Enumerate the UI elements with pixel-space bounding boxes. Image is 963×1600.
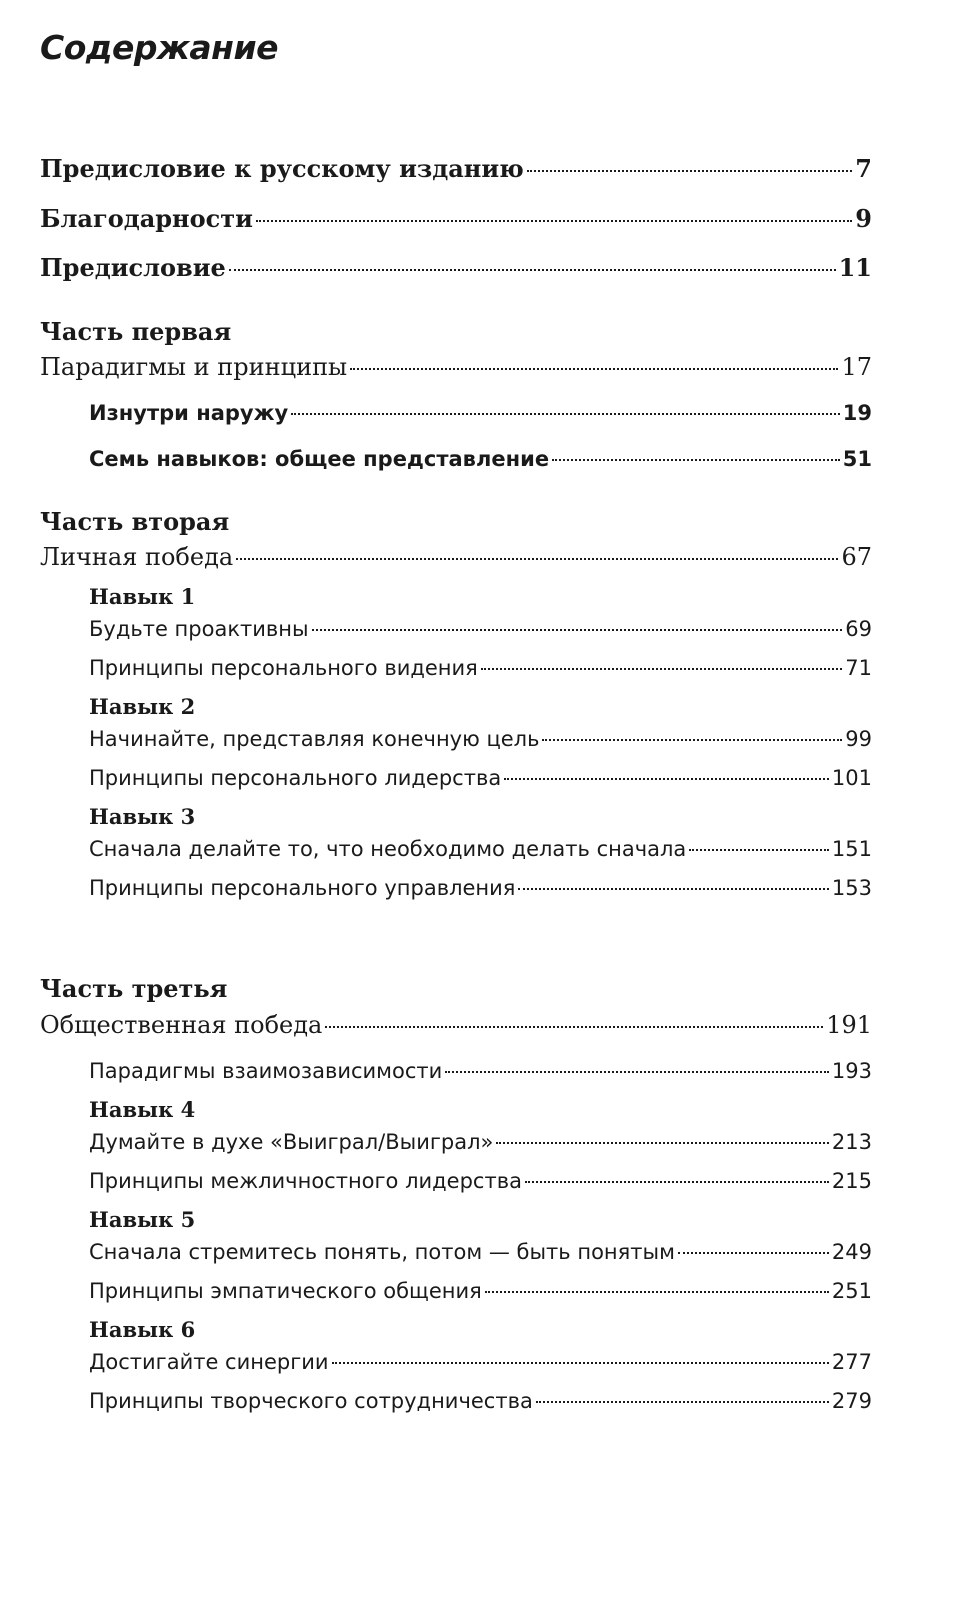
part-heading: Часть вторая — [40, 507, 230, 536]
toc-entry-page: 71 — [845, 656, 872, 680]
toc-entry[interactable] — [89, 396, 872, 430]
dot-leader — [552, 459, 840, 461]
toc-entry-label: Достигайте синергии — [89, 1350, 329, 1374]
toc-entry[interactable] — [89, 1274, 872, 1308]
toc-entry-page: 99 — [845, 727, 872, 751]
toc-entry-label: Принципы творческого сотрудничества — [89, 1389, 533, 1413]
toc-entry-label: Общественная победа — [40, 1011, 323, 1039]
dot-leader — [525, 1181, 829, 1183]
toc-entry[interactable] — [40, 251, 872, 285]
toc-entry[interactable] — [89, 612, 872, 646]
toc-entry-page: 69 — [845, 617, 872, 641]
toc-entry[interactable] — [89, 722, 872, 756]
toc-entry-label: Принципы эмпатического общения — [89, 1279, 482, 1303]
toc-entry[interactable] — [89, 1164, 872, 1198]
toc-entry[interactable] — [89, 442, 872, 476]
toc-entry-label: Думайте в духе «Выиграл/Выиграл» — [89, 1130, 494, 1154]
toc-section[interactable] — [40, 1008, 872, 1042]
dot-leader — [481, 668, 842, 670]
toc-entry-page: 19 — [842, 401, 872, 425]
toc-entry[interactable] — [89, 832, 872, 866]
habit-heading: Навык 5 — [89, 1207, 196, 1232]
toc-entry-page: 191 — [826, 1011, 872, 1039]
dot-leader — [332, 1362, 829, 1364]
dot-leader — [312, 629, 843, 631]
toc-entry-page: 7 — [855, 154, 872, 183]
toc-entry[interactable] — [89, 761, 872, 795]
toc-entry[interactable] — [89, 1384, 872, 1418]
habit-heading: Навык 4 — [89, 1097, 196, 1122]
dot-leader — [504, 778, 829, 780]
habit-heading: Навык 3 — [89, 804, 196, 829]
dot-leader — [445, 1071, 829, 1073]
toc-entry-page: 101 — [831, 766, 872, 790]
toc-entry-page: 151 — [831, 837, 872, 861]
toc-entry-label: Парадигмы взаимозависимости — [89, 1059, 443, 1083]
toc-entry-label: Предисловие к русскому изданию — [40, 154, 524, 183]
part-heading: Часть первая — [40, 317, 232, 346]
toc-entry-label: Принципы персонального видения — [89, 656, 478, 680]
toc-entry-label: Семь навыков: общее представление — [89, 447, 550, 471]
dot-leader — [256, 220, 852, 222]
toc-entry-page: 67 — [841, 543, 872, 571]
toc-entry-label: Принципы персонального лидерства — [89, 766, 502, 790]
toc-entry-label: Принципы межличностного лидерства — [89, 1169, 522, 1193]
dot-leader — [350, 368, 838, 370]
toc-entry-label: Благодарности — [40, 204, 253, 233]
toc-entry[interactable] — [89, 1125, 872, 1159]
toc-entry-label: Парадигмы и принципы — [40, 353, 348, 381]
habit-heading: Навык 1 — [89, 584, 196, 609]
toc-entry-label: Изнутри наружу — [89, 401, 289, 425]
toc-entry-page: 249 — [831, 1240, 872, 1264]
dot-leader — [518, 888, 828, 890]
toc-entry-page: 193 — [831, 1059, 872, 1083]
toc-section[interactable] — [40, 350, 872, 384]
dot-leader — [542, 739, 842, 741]
toc-entry-label: Предисловие — [40, 253, 226, 282]
dot-leader — [229, 269, 836, 271]
dot-leader — [325, 1026, 823, 1028]
toc-entry-label: Принципы персонального управления — [89, 876, 516, 900]
toc-section[interactable] — [40, 540, 872, 574]
toc-entry-page: 215 — [831, 1169, 872, 1193]
toc-entry-page: 17 — [841, 353, 872, 381]
toc-entry-page: 9 — [855, 204, 872, 233]
dot-leader — [236, 558, 838, 560]
toc-entry[interactable] — [89, 871, 872, 905]
toc-entry-label: Будьте проактивны — [89, 617, 309, 641]
toc-title: Содержание — [40, 28, 278, 67]
toc-entry-label: Начинайте, представляя конечную цель — [89, 727, 540, 751]
habit-heading: Навык 2 — [89, 694, 196, 719]
toc-entry-page: 11 — [838, 253, 872, 282]
dot-leader — [291, 413, 840, 415]
dot-leader — [485, 1291, 829, 1293]
toc-entry-page: 277 — [831, 1350, 872, 1374]
toc-entry-label: Сначала стремитесь понять, потом — быть понятым — [89, 1240, 675, 1264]
toc-entry[interactable] — [40, 202, 872, 236]
toc-entry-page: 51 — [842, 447, 872, 471]
dot-leader — [527, 170, 853, 172]
toc-entry-label: Личная победа — [40, 543, 234, 571]
toc-entry-page: 279 — [831, 1389, 872, 1413]
dot-leader — [678, 1252, 829, 1254]
toc-entry[interactable] — [89, 1054, 872, 1088]
habit-heading: Навык 6 — [89, 1317, 196, 1342]
toc-entry-page: 251 — [831, 1279, 872, 1303]
toc-entry-page: 153 — [831, 876, 872, 900]
toc-entry-label: Сначала делайте то, что необходимо делать сначала — [89, 837, 687, 861]
part-heading: Часть третья — [40, 974, 228, 1003]
dot-leader — [689, 849, 829, 851]
toc-entry-page: 213 — [831, 1130, 872, 1154]
toc-entry[interactable] — [89, 1235, 872, 1269]
toc-entry[interactable] — [89, 1345, 872, 1379]
toc-entry[interactable] — [89, 651, 872, 685]
dot-leader — [496, 1142, 829, 1144]
dot-leader — [536, 1401, 829, 1403]
toc-entry[interactable] — [40, 152, 872, 186]
